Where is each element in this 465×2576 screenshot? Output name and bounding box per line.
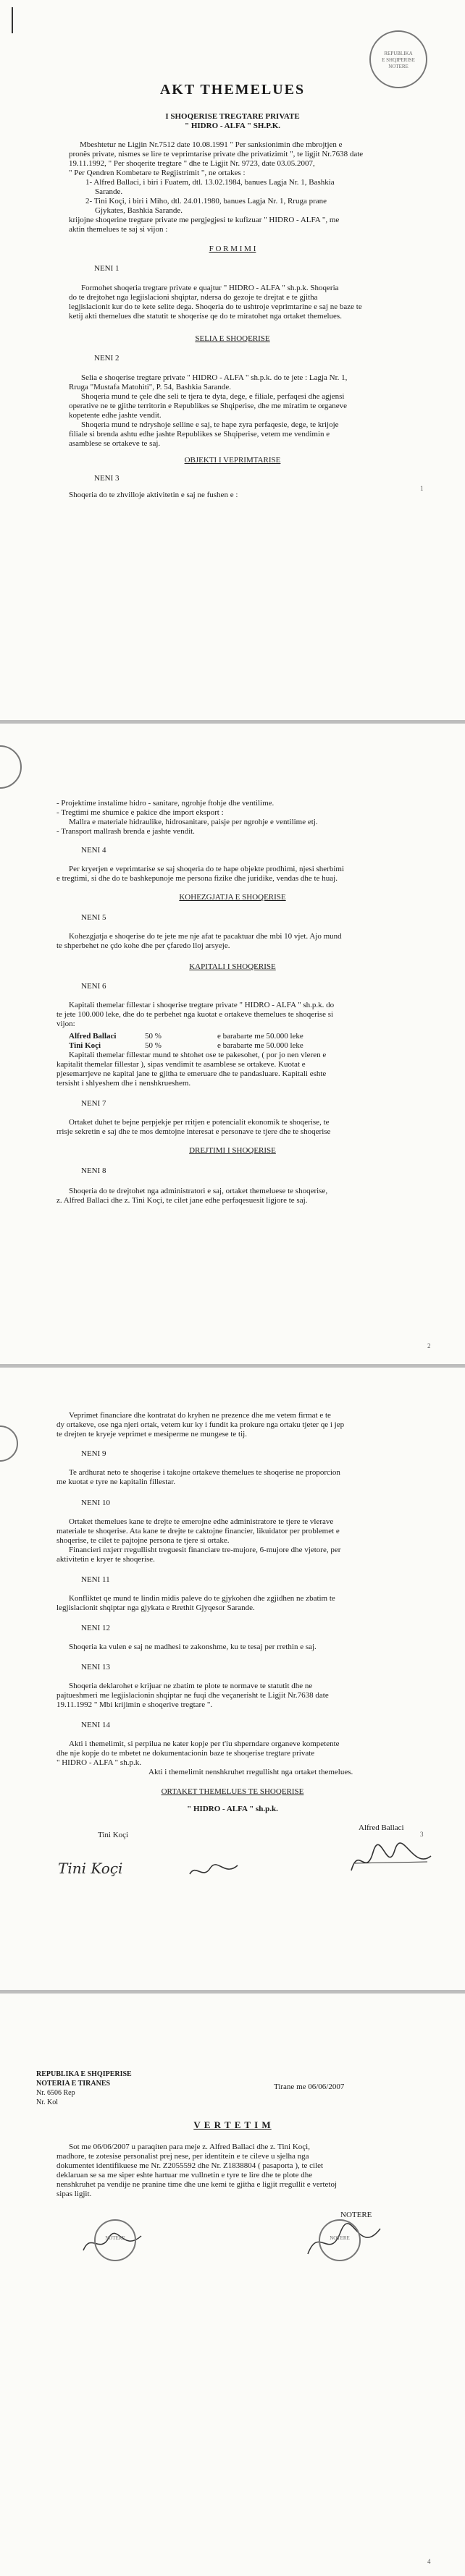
article-line: asamblese se ortakeve te saj. — [69, 439, 161, 448]
notary-header: REPUBLIKA E SHQIPERISE — [36, 2070, 132, 2078]
article-line: Shoqeria do te drejtohet nga administratori e saj, ortaket themeluese te shoqerise, — [69, 1187, 328, 1195]
article-line: Veprimet financiare dhe kontratat do kryhen ne prezence dhe me vetem firmat e te — [69, 1411, 331, 1420]
article-line: Shoqeria mund te çele dhe seli te tjera te dyta, dege, e filiale, perfaqesi dhe agjensi — [81, 392, 345, 401]
notary-header: Nr. Kol — [36, 2098, 58, 2106]
article-line: Financieri nxjerr rregullisht treguesit financiare tre-mujore, 6-mujore dhe vjetore, per — [69, 1546, 341, 1554]
article-line: pajtueshmeri me legjislacionin shqiptar ne fuqi dhe veçanerisht te Ligjit Nr.7638 date — [56, 1691, 329, 1700]
section-heading: KOHEZGJATJA E SHOQERISE — [179, 893, 286, 902]
article-line: legjislacionit kur do te kete selite dega. Shoqeria do te ushtroje veprimtarine e saj ne baze te — [69, 302, 362, 311]
article-heading: NENI 1 — [94, 264, 120, 273]
share-value: e barabarte me 50.000 leke — [217, 1032, 303, 1041]
page-number: 3 — [420, 1831, 424, 1838]
article-line: " HIDRO - ALFA " sh.p.k. — [56, 1758, 141, 1767]
article-line: tersisht i shlyeshem dhe i nenshkrueshem. — [56, 1079, 191, 1088]
section-heading: OBJEKTI I VEPRIMTARISE — [184, 456, 281, 465]
article-heading: NENI 4 — [81, 846, 106, 855]
section-heading: DREJTIMI I SHOQERISE — [189, 1146, 276, 1155]
activity-item: - Tregtimi me shumice e pakice dhe import eksport : — [56, 808, 224, 817]
intro-line: aktin themelues te saj si vijon : — [69, 225, 168, 234]
stamp-fragment — [0, 1425, 18, 1462]
notary-stamp: NOTERE — [94, 2219, 136, 2261]
article-line: filiale si brenda ashtu edhe jashte Republikes se Shqiperise, vetem me vendimin e — [69, 430, 330, 438]
notary-stamp: REPUBLIKA E SHQIPERISE NOTERE — [369, 30, 427, 88]
certificate-line: sipas ligjit. — [56, 2190, 92, 2198]
share-percent: 50 % — [145, 1032, 162, 1041]
article-line: materiale te shoqerise. Ata kane te drejte te caktojne financier, likuidator per problemet e — [56, 1527, 340, 1535]
article-line: te shperbehet ne çdo kohe dhe per çfaredo lloj arsyeje. — [56, 941, 230, 950]
article-line: Ortaket themelues kane te drejte te emerojne edhe administratore te tjere te vlerave — [69, 1517, 334, 1526]
section-heading: KAPITALI I SHOQERISE — [189, 962, 276, 971]
share-value: e barabarte me 50.000 leke — [217, 1041, 303, 1050]
certificate-line: Sot me 06/06/2007 u paraqiten para meje z. Alfred Ballaci dhe z. Tini Koçi, — [69, 2143, 310, 2151]
signatory-name: Alfred Ballaci — [359, 1823, 404, 1832]
article-heading: NENI 10 — [81, 1499, 111, 1507]
article-line: Rruga "Mustafa Matohiti", P. 54, Bashkia Sarande. — [69, 383, 232, 391]
stamp-fragment — [0, 745, 22, 789]
intro-line: krijojne shoqerine tregtare private me pergjegjesi te kufizuar " HIDRO - ALFA ", me — [69, 216, 340, 224]
company-type: I SHOQERISE TREGTARE PRIVATE — [165, 112, 300, 121]
notary-header: Nr. 6506 Rep — [36, 2089, 75, 2097]
page-4 — [0, 1994, 465, 2576]
intro-line: 19.11.1992, " Per shoqerite tregtare " dhe te Ligjit Nr. 9723, date 03.05.2007, — [69, 159, 315, 168]
company-name: " HIDRO - ALFA " SH.P.K. — [184, 122, 280, 130]
scan-mark — [12, 7, 13, 33]
notary-label: NOTERE — [340, 2211, 372, 2219]
page-3 — [0, 1368, 465, 1990]
founder-line: 2- Tini Koçi, i biri i Miho, dtl. 24.01.1980, banues Lagja Nr. 1, Rruga prane — [85, 197, 327, 206]
section-heading: F O R M I M I — [209, 245, 256, 253]
article-line: Shoqeria do te zhvilloje aktivitetin e saj ne fushen e : — [69, 491, 238, 499]
share-holder-name: Tini Koçi — [69, 1041, 101, 1050]
article-line: legjislacionit shqiptar nga gjykata e Rrethit Gjyqesor Sarande. — [56, 1603, 255, 1612]
article-line: Shoqeria ka vulen e saj ne madhesi te zakonshme, ku te tesaj per rrethin e saj. — [69, 1643, 317, 1651]
company-signature-name: " HIDRO - ALFA " sh.p.k. — [187, 1805, 278, 1813]
article-line: Kapitali themelar fillestar mund te shtohet ose te pakesohet, ( por jo nen vleren e — [69, 1051, 327, 1059]
page-number: 2 — [427, 1342, 431, 1350]
certificate-line: dokumentet identifikuese me Nr. Z2055592 dhe Nr. Z1838804 ( pasaporta ), te cilet — [56, 2161, 324, 2170]
article-line: aktivitetin e kryer te shoqerise. — [56, 1555, 155, 1564]
article-line: vijon: — [56, 1020, 75, 1028]
article-heading: NENI 14 — [81, 1721, 111, 1729]
intro-line: " Per Qendren Kombetare te Regjistrimit ", ne ortakes : — [69, 169, 246, 177]
article-heading: NENI 7 — [81, 1099, 106, 1108]
article-line: shoqerise, te cilet te pajtojne persona te tjere si ortake. — [56, 1536, 230, 1545]
article-line: 19.11.1992 " Mbi krijimin e shoqerive tregtare ". — [56, 1700, 213, 1709]
article-line: ketij akti themelues dhe statutit te shoqerise qe do te miratohet nga ortaket themelues. — [69, 312, 342, 321]
activity-item: - Transport mallrash brenda e jashte vendit. — [56, 827, 195, 836]
article-line: kapitalit themelar fillestar ), sipas vendimit te asamblese se ortakeve. Kuotat e — [56, 1060, 306, 1069]
article-heading: NENI 3 — [94, 474, 120, 483]
activity-item: - Projektime instalime hidro - sanitare, ngrohje ftohje dhe ventilime. — [56, 799, 275, 808]
article-heading: NENI 11 — [81, 1575, 110, 1584]
article-heading: NENI 8 — [81, 1166, 106, 1175]
article-line: kopetente edhe jashte vendit. — [69, 411, 162, 420]
article-line: Kohezgjatja e shoqerise do te jete me nje afat te pacaktuar dhe mbi 10 vjet. Ajo mund — [69, 932, 342, 941]
article-line: Selia e shoqerise tregtare private " HIDRO - ALFA " sh.p.k. do te jete : Lagja Nr. 1, — [81, 373, 348, 382]
section-heading: ORTAKET THEMELUES TE SHOQERISE — [161, 1787, 304, 1796]
page-number: 1 — [420, 485, 424, 492]
notary-header: NOTERIA E TIRANES — [36, 2080, 111, 2088]
notary-stamp: NOTERE — [319, 2219, 361, 2261]
handwritten-signature: Tini Koçi — [58, 1860, 123, 1877]
article-line: te drejten te kryeje veprimet e mesiperme ne mungese te tij. — [56, 1430, 247, 1439]
article-line: Shoqeria mund te ndryshoje selline e saj, te hape zyra perfaqesie, dege, te krijoje — [81, 420, 339, 429]
page-2 — [0, 724, 465, 1364]
document-title: AKT THEMELUES — [159, 82, 306, 98]
article-line: Akti i themelimit, si perpilua ne kater kopje per t'iu shperndare organeve kompetente — [69, 1740, 340, 1748]
share-holder-name: Alfred Ballaci — [69, 1032, 117, 1041]
certificate-line: nenshkruhet pa vendije ne pranine time dhe une kemi te gjitha e ligjit rregullit e vertetoj — [56, 2180, 338, 2189]
article-line: operative ne te gjithe territorin e Republikes se Shqiperise, dhe me miratim te organeve — [69, 402, 348, 410]
article-line: rrisje sekretin e saj dhe te mos demtojne interesat e personave te tjere dhe te shoqerise — [56, 1127, 331, 1136]
share-percent: 50 % — [145, 1041, 162, 1050]
section-heading: V E R T E T I M — [193, 2119, 272, 2130]
article-line: z. Alfred Ballaci dhe z. Tini Koçi, te cilet jane edhe perfaqesuesit ligjore te saj. — [56, 1196, 308, 1205]
article-line: Formohet shoqeria tregtare private e quajtur " HIDRO - ALFA " sh.p.k. Shoqeria — [81, 284, 339, 292]
article-line: do te drejtohet nga legjislacioni shqiptar, ndersa do gezoje te drejtat e te gjitha — [69, 293, 318, 302]
page-number: 4 — [427, 2558, 431, 2565]
article-line: te jete 100.000 leke, dhe do te perbehet nga kuotat e ortakeve themelues te shoqerise si — [56, 1010, 334, 1019]
certificate-line: deklaruan se sa me siper eshte hartuar me vullnetin e tyre te lire dhe te plote dhe — [56, 2171, 313, 2179]
founder-line: Gjykates, Bashkia Sarande. — [95, 206, 183, 215]
founder-line: Sarande. — [95, 187, 123, 196]
article-heading: NENI 2 — [94, 354, 120, 363]
article-line: Te ardhurat neto te shoqerise i takojne ortakeve themelues te shoqerise ne proporcion — [69, 1468, 340, 1477]
article-heading: NENI 12 — [81, 1624, 111, 1632]
article-heading: NENI 9 — [81, 1449, 106, 1458]
article-line: dhe nje kopje do te mbetet ne dokumentacionin baze te shoqerise tregtare private — [56, 1749, 315, 1758]
article-heading: NENI 13 — [81, 1663, 111, 1672]
article-line: me kuotat e tyre ne kapitalin fillestar. — [56, 1478, 176, 1486]
article-line: Ortaket duhet te bejne perpjekje per rritjen e potencialit ekonomik te shoqerise, te — [69, 1118, 330, 1127]
article-line: e tregtimi, si dhe do te bashkepunoje me persona fizike dhe juridike, vendas dhe te huaj. — [56, 874, 338, 883]
article-line: Akti i themelimit nenshkruhet rregullisht nga ortaket themelues. — [148, 1768, 353, 1776]
article-heading: NENI 5 — [81, 913, 106, 922]
signature-scribble — [188, 1860, 239, 1881]
article-line: Konfliktet qe mund te lindin midis paleve do te gjykohen dhe zgjidhen ne zbatim te — [69, 1594, 335, 1603]
certificate-line: madhore, te zotesise personalist prej nese, per identitein e te cileve u sjelha nga — [56, 2152, 309, 2161]
signature-scribble — [348, 1842, 435, 1881]
article-line: Kapitali themelar fillestar i shoqerise tregtare private " HIDRO - ALFA " sh.p.k. do — [69, 1001, 335, 1009]
article-heading: NENI 6 — [81, 982, 106, 991]
article-line: dy ortakeve, ose nga njeri ortak, vetem kur ky i fundit ka prokure nga ortaku tjeter qe i jep — [56, 1420, 345, 1429]
intro-line: Mbeshtetur ne Ligjin Nr.7512 date 10.08.1991 " Per sanksionimin dhe mbrojtjen e — [80, 140, 343, 149]
founder-line: 1- Alfred Ballaci, i biri i Fuatem, dtl. 13.02.1984, banues Lagja Nr. 1, Bashkia — [85, 178, 335, 187]
activity-item: Mallra e materiale hidraulike, hidrosanitare, paisje per ngrohje e ventilime etj. — [69, 818, 318, 826]
signatory-name: Tini Koçi — [98, 1831, 129, 1839]
section-heading: SELIA E SHOQERISE — [195, 334, 270, 343]
intro-line: pronës private, nismes se lire te veprimtarise private dhe privatizimit ", te ligjit Nr.7638 date — [69, 150, 364, 158]
article-line: Shoqeria deklarohet e krijuar ne zbatim te plote te normave te statutit dhe ne — [69, 1682, 313, 1690]
page-1 — [0, 0, 465, 720]
article-line: pjesemarrjeve ne kapital jane te gjitha te emeruare dhe te pandasluare. Kapitali eshte — [56, 1069, 327, 1078]
notary-date: Tirane me 06/06/2007 — [274, 2083, 345, 2091]
article-line: Per kryerjen e veprimtarise se saj shoqeria do te hape objekte prodhimi, njesi sherbimi — [69, 865, 344, 873]
